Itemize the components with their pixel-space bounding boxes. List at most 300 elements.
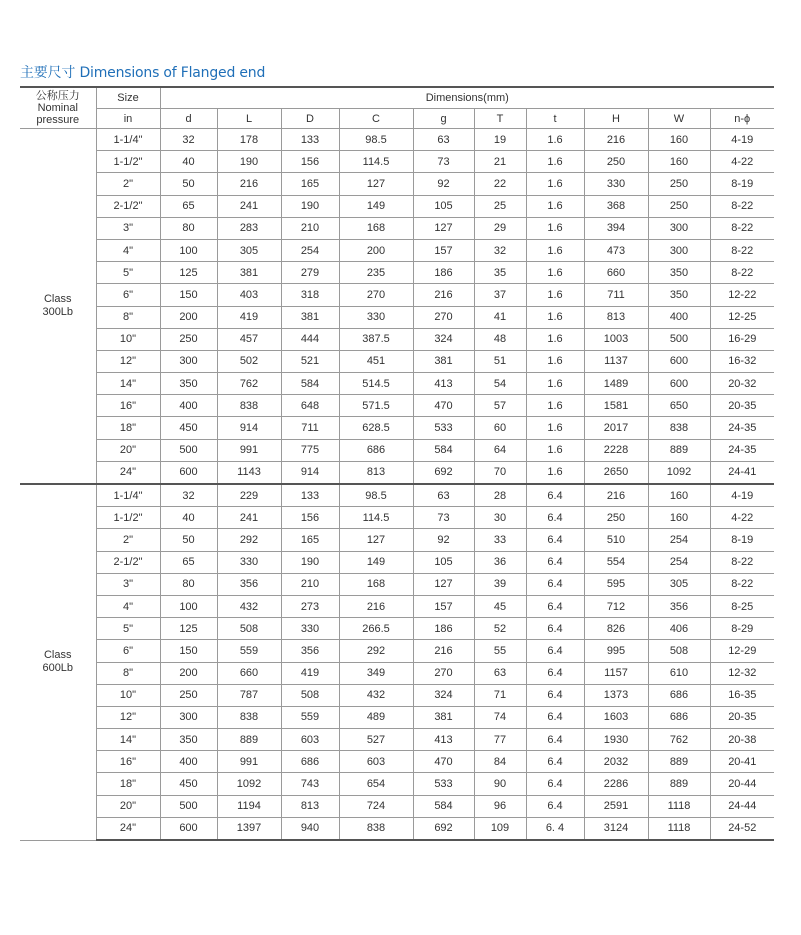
dimension-cell: 324 [413,328,474,350]
dimension-cell: 1143 [217,461,281,484]
dimension-cell: 54 [474,373,526,395]
dimension-cell: 356 [281,640,339,662]
table-row [20,706,774,728]
dimension-cell: 571.5 [339,395,413,417]
dimension-cell: 41 [474,306,526,328]
dimension-cell: 50 [160,173,217,195]
dimension-cell: 500 [160,439,217,461]
dimension-cell: 250 [160,328,217,350]
table-row [20,573,774,595]
dimension-cell: 20-44 [710,773,774,795]
dimension-cell: 73 [413,151,474,173]
dimension-cell: 743 [281,773,339,795]
dimension-cell: 12-32 [710,662,774,684]
dimension-cell: 381 [217,262,281,284]
dimension-cell: 241 [217,507,281,529]
size-cell: 14" [96,373,160,395]
dimension-cell: 127 [339,173,413,195]
pressure-class-label: Class [43,649,72,662]
dimension-cell: 603 [281,729,339,751]
dimension-cell: 387.5 [339,328,413,350]
size-cell: 8" [96,662,160,684]
size-cell: 1-1/4" [96,129,160,151]
dimension-cell: 991 [217,439,281,461]
table-row [20,684,774,706]
dimension-cell: 300 [648,239,710,261]
size-cell: 18" [96,417,160,439]
dimension-cell: 24-35 [710,439,774,461]
dimension-cell: 1.6 [526,173,584,195]
table-row [20,484,774,507]
dimension-cell: 514.5 [339,373,413,395]
dimension-cell: 125 [160,618,217,640]
dimension-cell: 349 [339,662,413,684]
dimension-cell: 241 [217,195,281,217]
dimension-cell: 330 [281,618,339,640]
dimension-cell: 6.4 [526,684,584,706]
table-row [20,595,774,617]
dimension-cell: 457 [217,328,281,350]
dimension-cell: 1137 [584,350,648,372]
dimension-cell: 559 [281,706,339,728]
dimension-cell: 8-19 [710,173,774,195]
dimension-cell: 533 [413,417,474,439]
dimension-cell: 692 [413,817,474,840]
dimension-cell: 109 [474,817,526,840]
dimension-cell: 292 [217,529,281,551]
dimension-cell: 190 [281,551,339,573]
dimension-cell: 24-35 [710,417,774,439]
dimension-cell: 762 [217,373,281,395]
dimension-cell: 1.6 [526,129,584,151]
size-cell: 20" [96,795,160,817]
nominal-pressure-en-2: pressure [36,114,80,126]
dimension-cell: 1.6 [526,239,584,261]
dimension-cell: 80 [160,217,217,239]
dimension-cell: 65 [160,551,217,573]
dimension-cell: 403 [217,284,281,306]
size-cell: 18" [96,773,160,795]
col-header: n-ϕ [710,109,774,129]
dimension-cell: 20-35 [710,395,774,417]
dimension-cell: 628.5 [339,417,413,439]
dimension-cell: 32 [474,239,526,261]
pressure-class-cell [20,484,96,840]
dimension-cell: 216 [584,129,648,151]
size-cell: 8" [96,306,160,328]
dimension-cell: 559 [217,640,281,662]
dimension-cell: 394 [584,217,648,239]
dimension-cell: 300 [160,706,217,728]
size-cell: 1-1/2" [96,507,160,529]
table-row [20,529,774,551]
dimension-cell: 826 [584,618,648,640]
unit-in-header: in [96,109,160,129]
dimension-cell: 1092 [217,773,281,795]
table-row [20,350,774,372]
dimension-cell: 200 [160,662,217,684]
size-cell: 3" [96,573,160,595]
dimension-cell: 186 [413,262,474,284]
dimension-cell: 149 [339,551,413,573]
dimension-cell: 125 [160,262,217,284]
table-row [20,618,774,640]
dimension-cell: 813 [584,306,648,328]
dimension-cell: 6.4 [526,706,584,728]
col-header: H [584,109,648,129]
dimension-cell: 200 [160,306,217,328]
dimension-cell: 235 [339,262,413,284]
dimension-cell: 600 [648,350,710,372]
table-row [20,507,774,529]
dimension-cell: 2650 [584,461,648,484]
table-row [20,795,774,817]
dimension-cell: 6.4 [526,551,584,573]
dimension-cell: 250 [648,173,710,195]
size-cell: 2-1/2" [96,551,160,573]
dimension-cell: 12-25 [710,306,774,328]
size-cell: 5" [96,618,160,640]
dimensions-table [20,86,774,841]
dimension-cell: 400 [160,395,217,417]
dimension-cell: 889 [648,439,710,461]
size-cell: 14" [96,729,160,751]
dimension-cell: 71 [474,684,526,706]
table-row [20,373,774,395]
dimension-cell: 100 [160,239,217,261]
dimension-cell: 40 [160,151,217,173]
dimension-cell: 686 [648,706,710,728]
dimension-cell: 1118 [648,817,710,840]
dimension-cell: 149 [339,195,413,217]
dimension-cell: 165 [281,173,339,195]
dimension-cell: 318 [281,284,339,306]
table-row [20,173,774,195]
table-row [20,195,774,217]
dimension-cell: 1.6 [526,373,584,395]
dimension-cell: 940 [281,817,339,840]
dimension-cell: 8-22 [710,573,774,595]
dimension-cell: 1157 [584,662,648,684]
dimension-cell: 210 [281,573,339,595]
dimension-cell: 711 [281,417,339,439]
dimension-cell: 8-22 [710,217,774,239]
dimension-cell: 473 [584,239,648,261]
size-cell: 24" [96,817,160,840]
dimension-cell: 1.6 [526,195,584,217]
dimension-cell: 650 [648,395,710,417]
dimension-cell: 160 [648,507,710,529]
dimension-cell: 157 [413,595,474,617]
dimension-cell: 356 [648,595,710,617]
dimension-cell: 6.4 [526,595,584,617]
dimension-cell: 24-52 [710,817,774,840]
dimension-cell: 74 [474,706,526,728]
dimension-cell: 2228 [584,439,648,461]
dimension-cell: 16-32 [710,350,774,372]
dimension-cell: 127 [413,217,474,239]
col-header: D [281,109,339,129]
dimension-cell: 686 [281,751,339,773]
dimension-cell: 600 [648,373,710,395]
dimension-cell: 584 [281,373,339,395]
table-row [20,262,774,284]
dimension-cell: 36 [474,551,526,573]
dimension-cell: 6.4 [526,773,584,795]
table-row [20,551,774,573]
dimension-cell: 160 [648,484,710,507]
dimension-cell: 92 [413,173,474,195]
dimension-cell: 250 [648,195,710,217]
size-cell: 6" [96,284,160,306]
dimension-cell: 8-22 [710,239,774,261]
dimension-cell: 413 [413,729,474,751]
dimension-cell: 51 [474,350,526,372]
dimension-cell: 610 [648,662,710,684]
size-cell: 2" [96,529,160,551]
dimension-cell: 603 [339,751,413,773]
size-cell: 16" [96,751,160,773]
dimension-cell: 178 [217,129,281,151]
dimension-cell: 450 [160,773,217,795]
dimension-cell: 200 [339,239,413,261]
dimension-cell: 19 [474,129,526,151]
dimension-cell: 60 [474,417,526,439]
dimension-cell: 84 [474,751,526,773]
dimension-cell: 168 [339,217,413,239]
col-header: t [526,109,584,129]
size-cell: 16" [96,395,160,417]
dimension-cell: 381 [281,306,339,328]
pressure-class-label: Class [43,293,72,305]
dimension-cell: 350 [648,262,710,284]
dimension-cell: 57 [474,395,526,417]
table-row [20,417,774,439]
dimension-cell: 692 [413,461,474,484]
dimension-cell: 156 [281,507,339,529]
dimension-cell: 324 [413,684,474,706]
dimension-cell: 660 [217,662,281,684]
dimension-cell: 33 [474,529,526,551]
dimension-cell: 216 [339,595,413,617]
dimension-cell: 350 [160,373,217,395]
dimension-cell: 1.6 [526,284,584,306]
dimension-cell: 64 [474,439,526,461]
dimension-cell: 279 [281,262,339,284]
dimension-cell: 406 [648,618,710,640]
dimension-cell: 1.6 [526,262,584,284]
dimension-cell: 400 [160,751,217,773]
dimension-cell: 16-29 [710,328,774,350]
table-row [20,461,774,484]
dimension-cell: 6.4 [526,795,584,817]
dimension-cell: 12-29 [710,640,774,662]
dimension-cell: 190 [281,195,339,217]
size-cell: 3" [96,217,160,239]
dimension-cell: 6.4 [526,573,584,595]
dimension-cell: 444 [281,328,339,350]
size-cell: 5" [96,262,160,284]
dimension-cell: 21 [474,151,526,173]
dimension-cell: 96 [474,795,526,817]
dimension-cell: 186 [413,618,474,640]
dimension-cell: 63 [413,484,474,507]
dimension-cell: 1397 [217,817,281,840]
dimension-cell: 1194 [217,795,281,817]
dimension-cell: 1930 [584,729,648,751]
dimension-cell: 381 [413,706,474,728]
dimensions-header: Dimensions(mm) [160,87,774,109]
dimension-cell: 160 [648,151,710,173]
dimension-cell: 686 [648,684,710,706]
dimension-cell: 100 [160,595,217,617]
table-row [20,817,774,840]
dimension-cell: 1118 [648,795,710,817]
table-row [20,284,774,306]
pressure-class-label: 300Lb [42,306,74,318]
dimension-cell: 4-22 [710,151,774,173]
dimension-cell: 330 [584,173,648,195]
dimension-cell: 270 [413,662,474,684]
dimension-cell: 250 [584,507,648,529]
dimension-cell: 1.6 [526,439,584,461]
dimension-cell: 24-44 [710,795,774,817]
dimension-cell: 305 [648,573,710,595]
dimension-cell: 8-25 [710,595,774,617]
size-header: Size [96,87,160,109]
dimension-cell: 156 [281,151,339,173]
nominal-pressure-header [20,87,96,129]
dimension-cell: 105 [413,551,474,573]
dimension-cell: 838 [217,706,281,728]
col-header: g [413,109,474,129]
dimension-cell: 292 [339,640,413,662]
dimension-cell: 273 [281,595,339,617]
subheader-row [20,109,774,129]
dimension-cell: 508 [281,684,339,706]
dimension-cell: 270 [413,306,474,328]
dimension-cell: 98.5 [339,129,413,151]
size-cell: 2-1/2" [96,195,160,217]
dimension-cell: 250 [160,684,217,706]
dimension-cell: 1373 [584,684,648,706]
dimension-cell: 527 [339,729,413,751]
dimension-cell: 160 [648,129,710,151]
col-header: L [217,109,281,129]
dimension-cell: 16-35 [710,684,774,706]
dimension-cell: 250 [584,151,648,173]
dimension-cell: 1.6 [526,461,584,484]
dimension-cell: 300 [160,350,217,372]
dimension-cell: 413 [413,373,474,395]
dimension-cell: 114.5 [339,507,413,529]
dimension-cell: 216 [584,484,648,507]
dimension-cell: 6. 4 [526,817,584,840]
dimension-cell: 37 [474,284,526,306]
dimension-cell: 8-22 [710,195,774,217]
dimension-cell: 381 [413,350,474,372]
dimension-cell: 533 [413,773,474,795]
dimension-cell: 2032 [584,751,648,773]
dimension-cell: 168 [339,573,413,595]
dimension-cell: 283 [217,217,281,239]
nominal-pressure-en-1: Nominal [37,102,78,114]
dimension-cell: 1.6 [526,350,584,372]
dimension-cell: 432 [339,684,413,706]
dimension-cell: 105 [413,195,474,217]
col-header: C [339,109,413,129]
dimension-cell: 775 [281,439,339,461]
dimension-cell: 28 [474,484,526,507]
dimension-cell: 711 [584,284,648,306]
dimension-cell: 1.6 [526,217,584,239]
dimension-cell: 65 [160,195,217,217]
dimension-cell: 216 [413,284,474,306]
nominal-pressure-cn: 公称压力 [35,90,80,102]
dimension-cell: 92 [413,529,474,551]
dimension-cell: 724 [339,795,413,817]
pressure-class-label: 600Lb [42,662,74,675]
dimension-cell: 20-38 [710,729,774,751]
dimension-cell: 813 [339,461,413,484]
dimension-cell: 889 [648,773,710,795]
dimension-cell: 356 [217,573,281,595]
dimension-cell: 48 [474,328,526,350]
dimension-cell: 45 [474,595,526,617]
dimension-cell: 1.6 [526,328,584,350]
dimension-cell: 838 [339,817,413,840]
dimension-cell: 90 [474,773,526,795]
dimension-cell: 39 [474,573,526,595]
pressure-class-cell [20,129,96,485]
dimension-cell: 451 [339,350,413,372]
dimension-cell: 12-22 [710,284,774,306]
size-cell: 4" [96,595,160,617]
table-row [20,217,774,239]
dimension-cell: 350 [160,729,217,751]
dimension-cell: 432 [217,595,281,617]
dimension-cell: 838 [217,395,281,417]
table-row [20,773,774,795]
dimension-cell: 98.5 [339,484,413,507]
dimension-cell: 470 [413,395,474,417]
dimension-cell: 24-41 [710,461,774,484]
size-cell: 20" [96,439,160,461]
size-cell: 10" [96,328,160,350]
dimension-cell: 368 [584,195,648,217]
dimension-cell: 210 [281,217,339,239]
dimension-cell: 6.4 [526,640,584,662]
table-row [20,439,774,461]
size-cell: 2" [96,173,160,195]
dimension-cell: 254 [281,239,339,261]
dimension-cell: 22 [474,173,526,195]
dimension-cell: 6.4 [526,484,584,507]
dimension-cell: 510 [584,529,648,551]
dimension-cell: 8-19 [710,529,774,551]
dimension-cell: 330 [339,306,413,328]
dimension-cell: 4-19 [710,129,774,151]
dimension-cell: 8-22 [710,262,774,284]
dimension-cell: 150 [160,640,217,662]
table-row [20,239,774,261]
dimension-cell: 77 [474,729,526,751]
dimension-cell: 2286 [584,773,648,795]
size-cell: 12" [96,706,160,728]
dimension-cell: 266.5 [339,618,413,640]
dimension-cell: 2591 [584,795,648,817]
dimension-cell: 127 [339,529,413,551]
